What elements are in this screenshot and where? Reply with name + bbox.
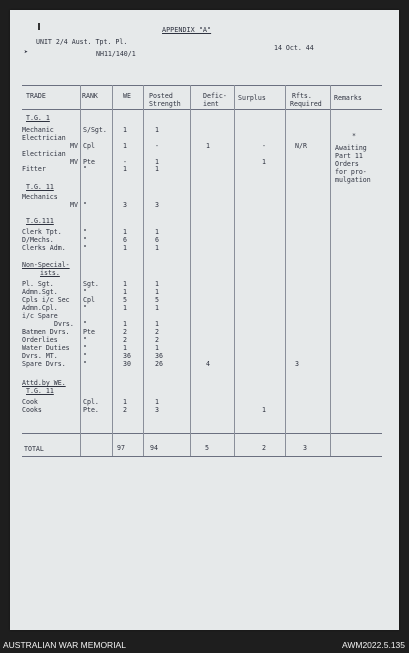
header-posted: Posted xyxy=(149,92,173,100)
cell-we: 1 xyxy=(123,398,127,406)
cell-we: 2 xyxy=(123,336,127,344)
cell-we: 2 xyxy=(123,406,127,414)
cell-trade: Cooks xyxy=(22,406,42,414)
cell-we: 1 xyxy=(123,304,127,312)
reference-number: NH11/140/1 xyxy=(96,50,136,58)
cell-posted: 1 xyxy=(155,320,159,328)
cell-rank: Cpl xyxy=(83,142,95,150)
cell-trade: Clerk Tpt. xyxy=(22,228,62,236)
header-trade: TRADE xyxy=(26,92,46,100)
cell-posted: 1 xyxy=(155,344,159,352)
section-tg2: T.G. 11 xyxy=(26,183,54,191)
footer-institution: AUSTRALIAN WAR MEMORIAL xyxy=(3,640,126,650)
cell-trade: Pl. Sgt. xyxy=(22,280,54,288)
header-we: WE xyxy=(123,92,131,100)
cell-posted: 3 xyxy=(155,406,159,414)
cell-posted: 1 xyxy=(155,398,159,406)
cell-trade: Orderlies xyxy=(22,336,58,344)
cell-posted: 1 xyxy=(155,280,159,288)
cell-rank: " xyxy=(83,344,87,352)
section-tg3: T.G.111 xyxy=(26,217,54,225)
cell-we: 1 xyxy=(123,320,127,328)
cell-trade: MV xyxy=(70,201,78,209)
total-top-rule xyxy=(22,433,382,434)
remarks-line: Orders xyxy=(335,160,359,168)
col-divider xyxy=(285,85,286,456)
cell-surplus: 1 xyxy=(262,406,266,414)
remarks-line: for pro- xyxy=(335,168,367,176)
cell-trade: MV xyxy=(70,142,78,150)
cell-surplus: - xyxy=(262,142,266,150)
cell-rank: Cpl xyxy=(83,296,95,304)
total-deficient: 5 xyxy=(205,444,209,452)
header-rule xyxy=(22,109,382,110)
cell-rank: S/Sgt. xyxy=(83,126,107,134)
table-top-rule xyxy=(22,85,382,86)
section-non-specialists: Non-Special- xyxy=(22,261,70,269)
header-rfts: Rfts. xyxy=(292,92,312,100)
col-divider xyxy=(112,85,113,456)
col-divider xyxy=(143,85,144,456)
unit-line: UNIT 2/4 Aust. Tpt. Pl. xyxy=(36,38,128,46)
cell-posted: 36 xyxy=(155,352,163,360)
header-strength: Strength xyxy=(149,100,181,108)
document-date: 14 Oct. 44 xyxy=(274,44,314,52)
cell-trade: D/Mechs. xyxy=(22,236,54,244)
cell-trade: Water Duties xyxy=(22,344,70,352)
cell-posted: 1 xyxy=(155,244,159,252)
cell-posted: 1 xyxy=(155,288,159,296)
cell-trade: Dvrs. xyxy=(54,320,74,328)
cell-rank: " xyxy=(83,228,87,236)
header-surplus: Surplus xyxy=(238,94,266,102)
remarks-line: * xyxy=(352,132,356,140)
cell-posted: 1 xyxy=(155,165,159,173)
cell-rank: Cpl. xyxy=(83,398,99,406)
cell-rank: Pte. xyxy=(83,406,99,414)
cell-rank: " xyxy=(83,236,87,244)
cell-trade: Cook xyxy=(22,398,38,406)
cell-posted: 2 xyxy=(155,328,159,336)
cell-rank: " xyxy=(83,165,87,173)
header-required: Required xyxy=(290,100,322,108)
cell-we: 1 xyxy=(123,280,127,288)
cell-we: 5 xyxy=(123,296,127,304)
cell-rfts: N/R xyxy=(295,142,307,150)
section-attached-2: T.G. 11 xyxy=(26,387,54,395)
cell-deficient: 1 xyxy=(206,142,210,150)
cell-trade: Batmen Dvrs. xyxy=(22,328,70,336)
cell-we: - xyxy=(123,158,127,166)
cell-posted: 1 xyxy=(155,158,159,166)
cell-we: 3 xyxy=(123,201,127,209)
cell-we: 1 xyxy=(123,244,127,252)
document-page xyxy=(10,10,399,630)
footer-accession: AWM2022.5.135 xyxy=(342,640,405,650)
total-rfts: 3 xyxy=(303,444,307,452)
cell-surplus: 1 xyxy=(262,158,266,166)
cell-rank: Pte xyxy=(83,158,95,166)
cell-posted: 3 xyxy=(155,201,159,209)
cell-we: 2 xyxy=(123,328,127,336)
cell-we: 1 xyxy=(123,288,127,296)
remarks-line: mulgation xyxy=(335,176,371,184)
total-surplus: 2 xyxy=(262,444,266,452)
cell-trade: i/c Spare xyxy=(22,312,58,320)
footer-bar xyxy=(0,637,409,653)
total-label: TOTAL xyxy=(24,445,44,453)
cell-rank: " xyxy=(83,244,87,252)
arrow-icon: ➤ xyxy=(24,48,28,56)
remarks-line: Part 11 xyxy=(335,152,363,160)
col-divider xyxy=(80,85,81,456)
cell-rank: " xyxy=(83,336,87,344)
cell-we: 1 xyxy=(123,142,127,150)
total-posted: 94 xyxy=(150,444,158,452)
cell-posted: 26 xyxy=(155,360,163,368)
cell-trade: Admn.Cpl. xyxy=(22,304,58,312)
section-attached: Attd.by WE. xyxy=(22,379,66,387)
cell-trade: Dvrs. MT. xyxy=(22,352,58,360)
cell-trade: MV xyxy=(70,158,78,166)
cell-trade: Fitter xyxy=(22,165,46,173)
cell-rank: " xyxy=(83,304,87,312)
cell-we: 1 xyxy=(123,344,127,352)
appendix-title: APPENDIX "A" xyxy=(162,26,212,34)
cell-trade: Spare Dvrs. xyxy=(22,360,66,368)
total-bottom-rule xyxy=(22,456,382,457)
cell-rank: " xyxy=(83,352,87,360)
col-divider xyxy=(234,85,235,456)
header-deficient-2: ient xyxy=(203,100,219,108)
header-remarks: Remarks xyxy=(334,94,362,102)
cell-we: 1 xyxy=(123,126,127,134)
cell-rank: " xyxy=(83,288,87,296)
cell-we: 6 xyxy=(123,236,127,244)
cell-posted: 5 xyxy=(155,296,159,304)
cell-rank: " xyxy=(83,201,87,209)
cell-we: 1 xyxy=(123,165,127,173)
col-divider xyxy=(190,85,191,456)
cell-we: 30 xyxy=(123,360,131,368)
cell-rank: Sgt. xyxy=(83,280,99,288)
section-non-specialists-2: ists. xyxy=(40,269,60,277)
cell-posted: 1 xyxy=(155,228,159,236)
staple-mark xyxy=(38,23,40,30)
section-tg1: T.G. 1 xyxy=(26,114,50,122)
cell-we: 36 xyxy=(123,352,131,360)
cell-rfts: 3 xyxy=(295,360,299,368)
cell-posted: 2 xyxy=(155,336,159,344)
cell-trade: Clerks Adm. xyxy=(22,244,66,252)
cell-posted: - xyxy=(155,142,159,150)
cell-trade: Admn.Sgt. xyxy=(22,288,58,296)
cell-posted: 1 xyxy=(155,126,159,134)
header-rank: RANK xyxy=(82,92,98,100)
cell-trade: Mechanics xyxy=(22,193,58,201)
total-we: 97 xyxy=(117,444,125,452)
cell-we: 1 xyxy=(123,228,127,236)
cell-trade: Electrician xyxy=(22,150,66,158)
cell-trade: Electrician xyxy=(22,134,66,142)
cell-trade: Cpls i/c Sec xyxy=(22,296,70,304)
cell-posted: 1 xyxy=(155,304,159,312)
cell-rank: Pte xyxy=(83,328,95,336)
header-deficient: Defic- xyxy=(203,92,227,100)
col-divider xyxy=(330,85,331,456)
cell-trade: Mechanic xyxy=(22,126,54,134)
cell-rank: " xyxy=(83,320,87,328)
cell-rank: " xyxy=(83,360,87,368)
cell-deficient: 4 xyxy=(206,360,210,368)
remarks-line: Awaiting xyxy=(335,144,367,152)
cell-posted: 6 xyxy=(155,236,159,244)
